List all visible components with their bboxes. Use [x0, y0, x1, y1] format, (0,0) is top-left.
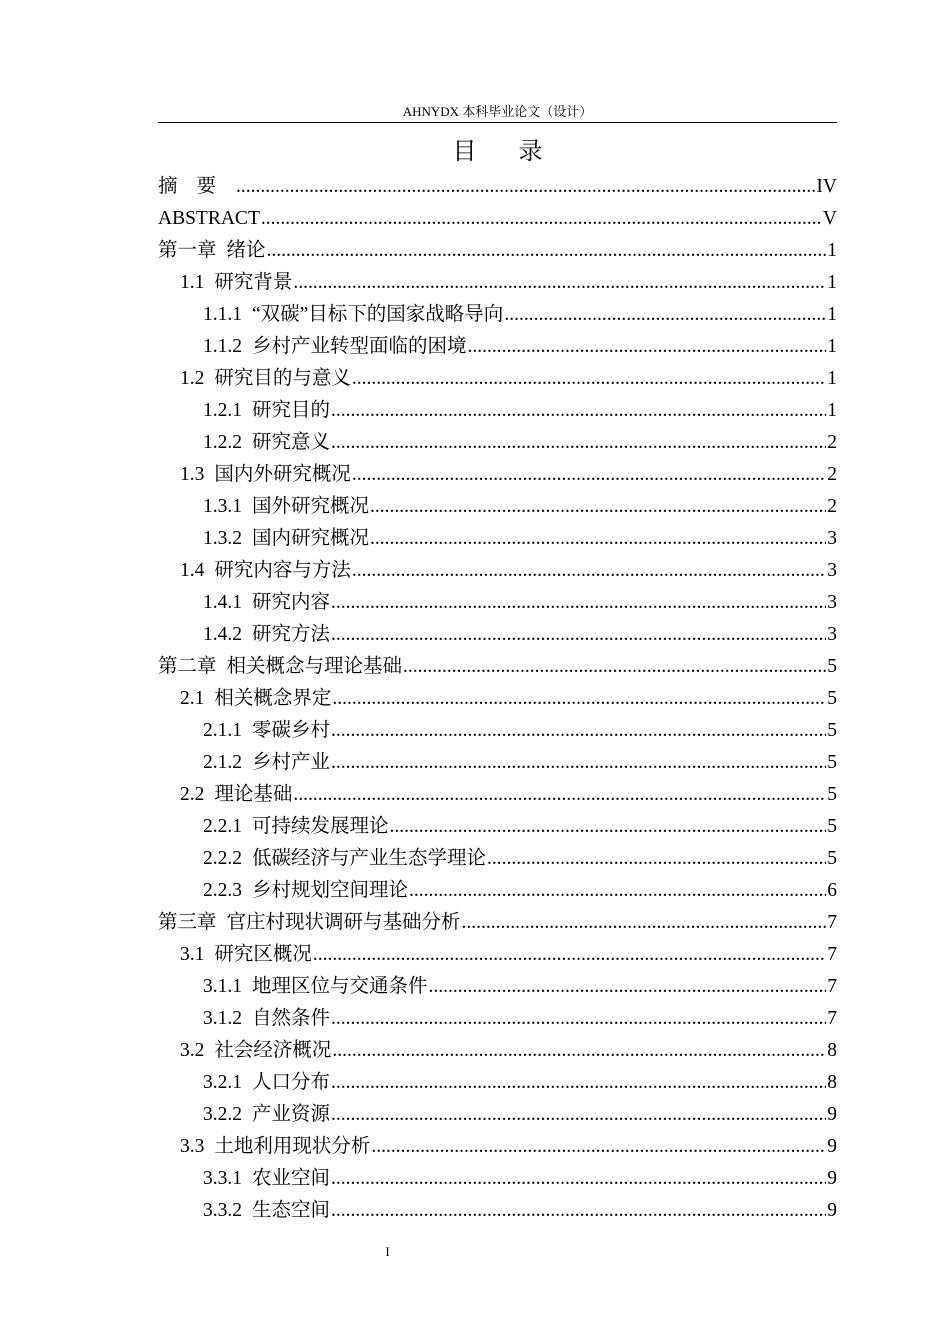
toc-entry-title: 地理区位与交通条件 [252, 976, 428, 997]
toc-entry-page: 7 [827, 976, 837, 997]
toc-leader-dots [331, 1163, 826, 1195]
toc-entry-page: 7 [827, 1008, 837, 1029]
toc-leader-dots [462, 907, 827, 939]
toc-entry[interactable] [158, 363, 837, 395]
toc-entry-number: 1.4.1 [203, 592, 242, 613]
toc-leader-dots [504, 299, 826, 331]
toc-leader-dots [468, 331, 827, 363]
toc-entry[interactable] [158, 1163, 837, 1195]
toc-leader-dots [261, 203, 822, 235]
toc-entry-title: 乡村规划空间理论 [252, 880, 409, 901]
toc-entry-number: 1.3.1 [203, 496, 242, 517]
toc-entry[interactable] [158, 491, 837, 523]
toc-entry[interactable] [158, 427, 837, 459]
toc-entry-number: 1.1.1 [203, 304, 242, 325]
toc-entry-title: 可持续发展理论 [252, 816, 389, 837]
toc-entry[interactable] [158, 779, 837, 811]
toc-entry[interactable] [158, 203, 837, 235]
toc-entry-title: 官庄村现状调研与基础分析 [226, 912, 461, 933]
toc-leader-dots [313, 939, 826, 971]
toc-entry-number: 1.4 [180, 560, 205, 581]
toc-entry-title: 土地利用现状分析 [214, 1136, 371, 1157]
toc-leader-dots [331, 619, 826, 651]
toc-entry-page: 1 [827, 400, 837, 421]
toc-entry[interactable] [158, 299, 837, 331]
toc-entry[interactable] [158, 651, 837, 683]
toc-entry-title: 相关概念与理论基础 [226, 656, 403, 677]
toc-entry-page: 7 [827, 944, 837, 965]
toc-entry-page: 5 [827, 688, 837, 709]
toc-entry-page: 1 [827, 240, 837, 261]
toc-leader-dots [403, 651, 826, 683]
toc-entry-title: 研究意义 [252, 432, 331, 453]
toc-entry-title: 研究区概况 [214, 944, 312, 965]
toc-leader-dots [370, 491, 826, 523]
toc-entry[interactable] [158, 331, 837, 363]
toc-leader-dots [331, 427, 826, 459]
toc-entry-page: 6 [827, 880, 837, 901]
toc-entry-number: 3.1 [180, 944, 205, 965]
toc-entry-title: 人口分布 [252, 1072, 331, 1093]
toc-leader-dots [429, 971, 827, 1003]
toc-leader-dots [331, 747, 826, 779]
toc-leader-dots [331, 587, 826, 619]
toc-leader-dots [293, 779, 826, 811]
toc-entry[interactable] [158, 1003, 837, 1035]
toc-entry[interactable] [158, 843, 837, 875]
toc-entry-number: 1.2 [180, 368, 205, 389]
toc-entry-number: 3.2.2 [203, 1104, 242, 1125]
toc-title: 目 录 [452, 139, 561, 165]
toc-entry-title: 国内研究概况 [252, 528, 370, 549]
toc-leader-dots [371, 1131, 826, 1163]
toc-entry-number: 1.2.1 [203, 400, 242, 421]
header-text: AHNYDX 本科毕业论文（设计） [402, 104, 593, 119]
toc-entry-page: 7 [827, 912, 837, 933]
toc-entry-number: 1.2.2 [203, 432, 242, 453]
page-footer [0, 1243, 775, 1261]
toc-entry-page: 5 [827, 752, 837, 773]
toc-entry-page: V [822, 208, 837, 229]
toc-entry-page: 8 [827, 1040, 837, 1061]
toc-entry-number: 1.3.2 [203, 528, 242, 549]
toc-list [158, 171, 837, 1227]
toc-entry[interactable] [158, 267, 837, 299]
toc-entry-title: 零碳乡村 [252, 720, 331, 741]
toc-entry[interactable] [158, 619, 837, 651]
toc-leader-dots [352, 555, 826, 587]
toc-entry-page: 5 [827, 848, 837, 869]
toc-entry-page: 5 [827, 720, 837, 741]
page-number: I [385, 1244, 390, 1259]
toc-entry-page: 5 [827, 816, 837, 837]
toc-entry-title: 研究目的 [252, 400, 331, 421]
toc-entry-page: 5 [827, 784, 837, 805]
toc-entry-page: 1 [827, 272, 837, 293]
toc-entry-number: 2.2.2 [203, 848, 242, 869]
toc-entry-page: 3 [827, 528, 837, 549]
toc-entry-number: 1.1.2 [203, 336, 242, 357]
toc-entry-number: 3.3 [180, 1136, 205, 1157]
toc-entry-number: 3.2 [180, 1040, 205, 1061]
toc-leader-dots [370, 523, 826, 555]
toc-entry[interactable] [158, 907, 837, 939]
toc-entry-page: 2 [827, 464, 837, 485]
toc-entry-page: 9 [827, 1104, 837, 1125]
toc-entry-page: 2 [827, 432, 837, 453]
toc-entry[interactable] [158, 747, 837, 779]
page-header [158, 102, 837, 123]
toc-leader-dots [331, 1195, 826, 1227]
toc-leader-dots [409, 875, 826, 907]
toc-entry-page: 9 [827, 1200, 837, 1221]
toc-leader-dots [236, 171, 815, 203]
toc-entry-number: 第一章 [158, 240, 217, 261]
toc-entry[interactable] [158, 875, 837, 907]
toc-entry-title: 相关概念界定 [214, 688, 332, 709]
toc-leader-dots [332, 1035, 826, 1067]
toc-entry[interactable] [158, 715, 837, 747]
toc-entry-title: 摘要 [158, 176, 236, 197]
toc-entry-title: 研究方法 [252, 624, 331, 645]
toc-entry-title: 研究内容与方法 [214, 560, 351, 581]
toc-entry[interactable] [158, 1195, 837, 1227]
toc-leader-dots [331, 1003, 826, 1035]
toc-entry[interactable] [158, 939, 837, 971]
toc-entry[interactable] [158, 1099, 837, 1131]
toc-entry-page: 1 [827, 336, 837, 357]
toc-entry-number: 2.1.2 [203, 752, 242, 773]
toc-entry[interactable] [158, 1067, 837, 1099]
toc-entry-page: 3 [827, 624, 837, 645]
toc-entry[interactable] [158, 459, 837, 491]
toc-entry-number: 3.2.1 [203, 1072, 242, 1093]
toc-entry-number: 2.1.1 [203, 720, 242, 741]
toc-entry-title: 农业空间 [252, 1168, 331, 1189]
toc-entry[interactable] [158, 235, 837, 267]
toc-entry-page: 3 [827, 560, 837, 581]
toc-entry[interactable] [158, 1131, 837, 1163]
toc-leader-dots [331, 715, 826, 747]
toc-leader-dots [267, 235, 827, 267]
toc-entry[interactable] [158, 1035, 837, 1067]
toc-entry-number: 2.2.1 [203, 816, 242, 837]
toc-entry[interactable] [158, 395, 837, 427]
toc-entry-number: 1.3 [180, 464, 205, 485]
toc-entry-page: 1 [827, 368, 837, 389]
toc-entry-title: 研究背景 [214, 272, 293, 293]
toc-entry-title: 社会经济概况 [214, 1040, 332, 1061]
toc-entry-number: 3.1.1 [203, 976, 242, 997]
toc-entry[interactable] [158, 171, 837, 203]
toc-leader-dots [390, 811, 827, 843]
toc-entry-number: 1.1 [180, 272, 205, 293]
toc-leader-dots [487, 843, 826, 875]
toc-entry-number: 3.1.2 [203, 1008, 242, 1029]
toc-entry-title: 乡村产业 [252, 752, 331, 773]
toc-entry[interactable] [158, 587, 837, 619]
toc-entry-page: 8 [827, 1072, 837, 1093]
toc-leader-dots [352, 363, 826, 395]
toc-entry-page: 2 [827, 496, 837, 517]
toc-entry-number: 2.2.3 [203, 880, 242, 901]
toc-entry[interactable] [158, 811, 837, 843]
toc-leader-dots [293, 267, 826, 299]
toc-entry-title: 研究内容 [252, 592, 331, 613]
toc-entry-number: 1.4.2 [203, 624, 242, 645]
toc-entry-title: 国内外研究概况 [214, 464, 351, 485]
toc-entry[interactable] [158, 523, 837, 555]
toc-leader-dots [352, 459, 826, 491]
toc-entry-page: 1 [827, 304, 837, 325]
toc-entry-title: 乡村产业转型面临的困境 [252, 336, 467, 357]
toc-entry-page: 9 [827, 1168, 837, 1189]
toc-entry-number: 2.2 [180, 784, 205, 805]
toc-entry[interactable] [158, 971, 837, 1003]
toc-entry-title: 产业资源 [252, 1104, 331, 1125]
toc-entry-number: 第二章 [158, 656, 217, 677]
toc-entry-title: 生态空间 [252, 1200, 331, 1221]
toc-entry-title: “双碳”目标下的国家战略导向 [252, 304, 504, 325]
toc-entry-number: 3.3.1 [203, 1168, 242, 1189]
toc-entry-title: ABSTRACT [158, 208, 260, 229]
toc-entry-page: IV [816, 176, 837, 197]
toc-entry-number: 第三章 [158, 912, 217, 933]
toc-entry-title: 绪论 [226, 240, 266, 261]
toc-entry-page: 3 [827, 592, 837, 613]
toc-entry[interactable] [158, 555, 837, 587]
toc-entry-number: 3.3.2 [203, 1200, 242, 1221]
toc-entry-title: 低碳经济与产业生态学理论 [252, 848, 487, 869]
toc-entry-title: 自然条件 [252, 1008, 331, 1029]
toc-leader-dots [331, 1099, 826, 1131]
toc-leader-dots [332, 683, 826, 715]
toc-entry-title: 国外研究概况 [252, 496, 370, 517]
toc-entry[interactable] [158, 683, 837, 715]
toc-entry-title: 理论基础 [214, 784, 293, 805]
toc-entry-page: 9 [827, 1136, 837, 1157]
toc-entry-number: 2.1 [180, 688, 205, 709]
toc-leader-dots [331, 1067, 826, 1099]
toc-entry-title: 研究目的与意义 [214, 368, 351, 389]
toc-leader-dots [331, 395, 826, 427]
toc-entry-page: 5 [827, 656, 837, 677]
